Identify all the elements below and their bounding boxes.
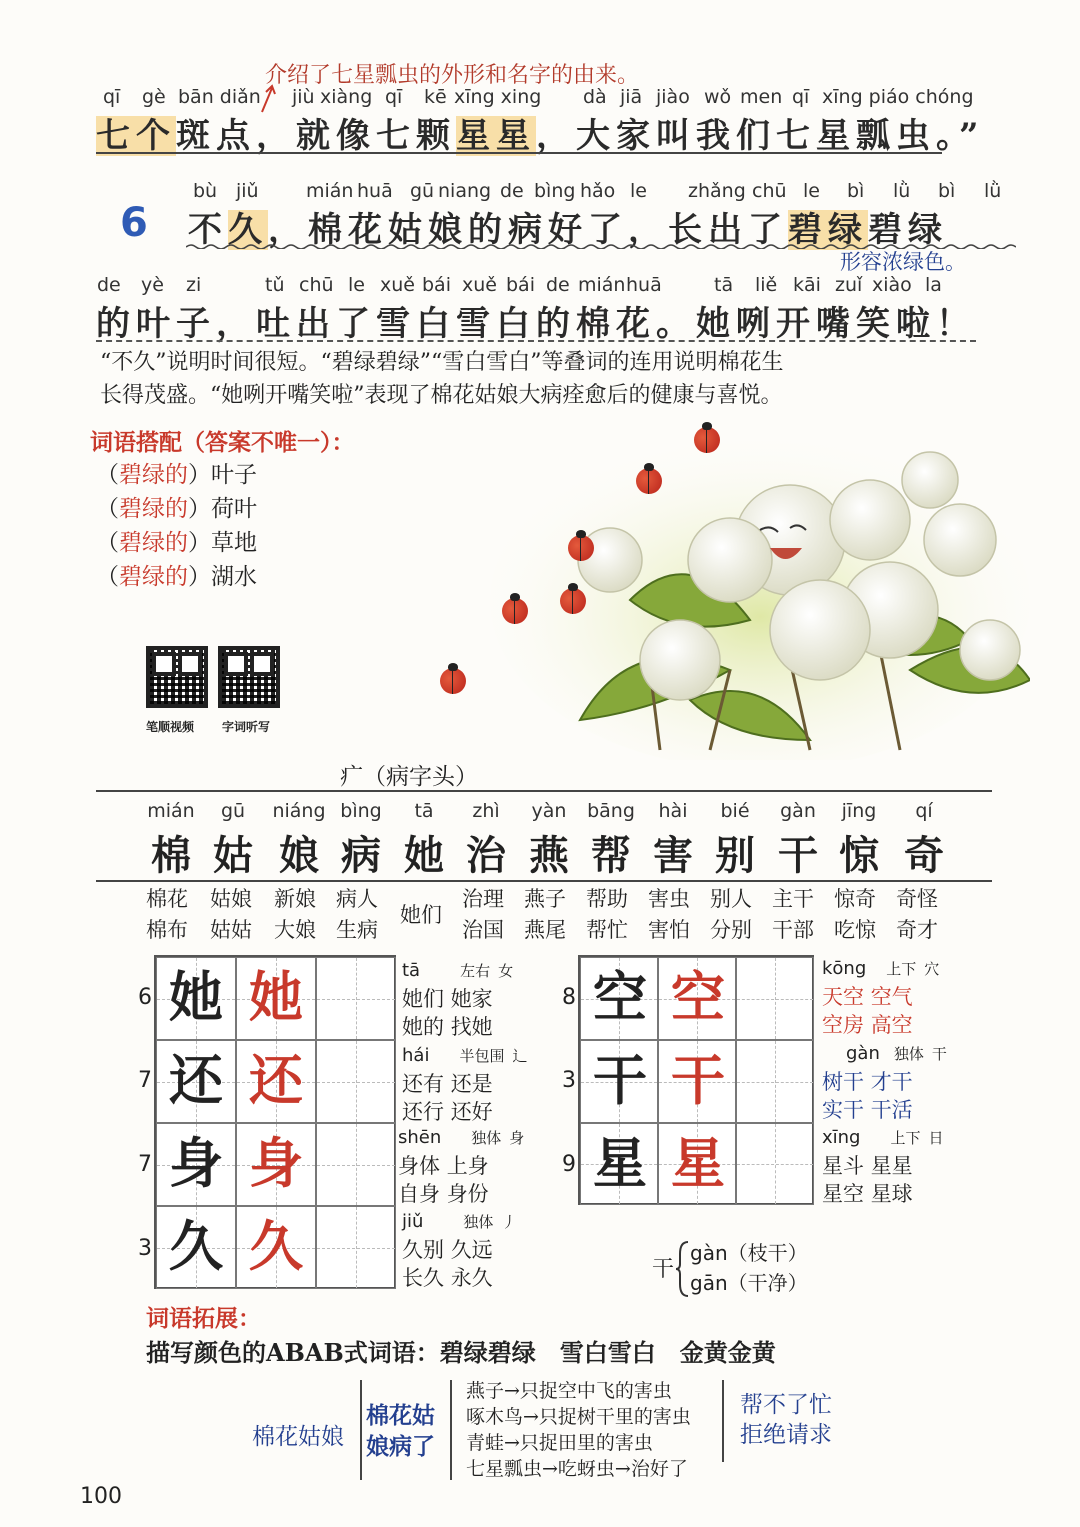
stroke-count: 7	[138, 1068, 152, 1093]
ladybug-icon	[636, 468, 662, 494]
word-match-item: （碧绿的）草地	[96, 530, 257, 556]
char-info: hái 半包围 辶 还有 还是 还行 还好	[402, 1045, 528, 1124]
line1-pinyin: qī gè bān diǎn jiù xiàng qī kē xīng xing dà jiā jiào wǒ men qī xīng piáo chóng	[103, 86, 974, 108]
grid-char-trace: 干	[671, 1048, 725, 1112]
char-item: jīng 惊	[839, 800, 879, 879]
summary-divider	[722, 1380, 724, 1462]
word-match-item: （碧绿的）湖水	[96, 564, 257, 590]
char-strip-top-line	[96, 790, 992, 792]
ladybug-icon	[502, 598, 528, 624]
char-item: niáng 娘	[272, 800, 326, 879]
word-match-list	[96, 458, 257, 594]
word-match-item: （碧绿的）叶子	[96, 462, 257, 488]
word-col: 燕子 燕尾	[524, 887, 566, 942]
word-col: 别人 分别	[710, 887, 752, 942]
grid-char: 她	[169, 965, 223, 1029]
char-item: mián 棉	[147, 800, 195, 879]
brace-icon	[676, 1240, 690, 1298]
char-info: shēn 独体 身 身体 上身 自身 身份	[398, 1127, 525, 1206]
grid-char: 空	[593, 965, 647, 1029]
ladybug-icon	[440, 668, 466, 694]
char-item: qí 奇	[904, 800, 944, 879]
stroke-count: 7	[138, 1152, 152, 1177]
word-columns	[0, 884, 1080, 948]
ladybug-icon	[694, 427, 720, 453]
word-col: 她们	[400, 903, 442, 927]
char-strip	[0, 800, 1080, 880]
expansion-title: 词语拓展：	[146, 1306, 261, 1332]
word-col: 治理 治国	[462, 887, 504, 942]
char-item: bìng 病	[340, 800, 382, 879]
grid-char: 身	[169, 1131, 223, 1195]
cotton-illustration	[430, 420, 1030, 760]
word-col: 帮助 帮忙	[586, 887, 628, 942]
char-item: gàn 干	[778, 800, 818, 879]
summary-result: 帮不了忙 拒绝请求	[740, 1392, 832, 1448]
grid-char: 久	[169, 1214, 223, 1278]
writing-grid-left	[154, 955, 396, 1289]
word-col: 主干 干部	[772, 887, 814, 942]
qr-label-dictation: 字词听写	[222, 720, 271, 734]
para6-pinyin1: bù jiǔ mián huā gū niang de bìng hǎo le zhǎng chū le bì lǜ bì lǜ	[193, 180, 1002, 202]
char-item: yàn 燕	[529, 800, 569, 879]
stroke-count: 3	[138, 1236, 152, 1261]
grid-char-trace: 空	[671, 965, 725, 1029]
char-info: kōng 上下 穴 天空 空气 空房 高空	[822, 958, 940, 1037]
ladybug-icon	[560, 588, 586, 614]
char-info: xīng 上下 日 星斗 星星 星空 星球	[822, 1127, 944, 1206]
word-match-item: （碧绿的）荷叶	[96, 496, 257, 522]
expansion-line: 描写颜色的ABAB式词语：碧绿碧绿 雪白雪白 金黄金黄	[146, 1338, 776, 1367]
para6-pinyin2: de yè zi tǔ chū le xuě bái xuě bái de mián huā tā liě kāi zuǐ xiào la	[97, 274, 942, 296]
word-col: 奇怪 奇才	[896, 887, 938, 942]
grid-char: 干	[593, 1048, 647, 1112]
grid-char-trace: 身	[249, 1131, 303, 1195]
word-col: 惊奇 吃惊	[834, 887, 876, 942]
grid-char-trace: 久	[249, 1214, 303, 1278]
qr-label-stroke-video: 笔顺视频	[146, 720, 195, 734]
summary-mid: 棉花姑娘病了	[366, 1402, 435, 1460]
stroke-count: 9	[562, 1152, 576, 1177]
summary-chain: 燕子→只捉空中飞的害虫 啄木鸟→只捉树干里的害虫 青蛙→只捉田里的害虫 七星瓢虫→吃蚜虫→治好了	[466, 1380, 691, 1480]
summary-title: 棉花姑娘	[252, 1424, 344, 1450]
line1-text: 七个斑点，就像七颗星星，大家叫我们七星瓢虫。”	[96, 116, 985, 156]
stroke-count: 8	[562, 985, 576, 1010]
summary-divider	[450, 1380, 452, 1480]
char-item: tā 她	[404, 800, 444, 879]
qr-code-stroke-video[interactable]	[146, 646, 208, 708]
grid-char: 还	[169, 1048, 223, 1112]
grid-char: 星	[593, 1131, 647, 1195]
explanation-line2: 长得茂盛。“她咧开嘴笑啦”表现了棉花姑娘大病痊愈后的健康与喜悦。	[100, 383, 783, 408]
char-item: hài 害	[653, 800, 693, 879]
explanation-line1: “不久”说明时间很短。“碧绿碧绿”“雪白雪白”等叠词的连用说明棉花生	[100, 350, 784, 375]
word-col: 棉花 棉布	[146, 887, 188, 942]
para6-line2-underline	[96, 340, 976, 342]
word-match-title: 词语搭配（答案不唯一）：	[90, 430, 355, 456]
line1-underline	[96, 152, 942, 154]
summary-divider	[360, 1380, 362, 1480]
stroke-count: 6	[138, 985, 152, 1010]
qr-code-dictation[interactable]	[218, 646, 280, 708]
char-info: gàn 独体 干 树干 才干 实干 干活	[822, 1043, 947, 1122]
char-item: bāng 帮	[587, 800, 635, 879]
word-col: 害虫 害怕	[648, 887, 690, 942]
ladybug-icon	[568, 535, 594, 561]
writing-grid-right	[578, 955, 814, 1205]
page-number: 100	[80, 1484, 122, 1509]
top-annotation: 介绍了七星瓢虫的外形和名字的由来。	[265, 63, 640, 88]
char-item: gū 姑	[213, 800, 253, 879]
stroke-count: 3	[562, 1068, 576, 1093]
side-note: 形容浓绿色。	[840, 250, 966, 274]
para6-line1: 不久，棉花姑娘的病好了，长出了碧绿碧绿	[188, 210, 948, 250]
grid-char-trace: 还	[249, 1048, 303, 1112]
polyphone-char: 干	[652, 1257, 675, 1282]
word-col: 姑娘 姑姑	[210, 887, 252, 942]
radical-note: 疒（病字头）	[340, 764, 478, 790]
word-col: 病人 生病	[336, 887, 378, 942]
char-info: tā 左右 女 她们 她家 她的 找她	[402, 960, 514, 1039]
word-col: 新娘 大娘	[274, 887, 316, 942]
grid-char-trace: 星	[671, 1131, 725, 1195]
para6-line2: 的叶子，吐出了雪白雪白的棉花。她咧开嘴笑啦！	[96, 304, 976, 344]
paragraph-number: 6	[120, 200, 148, 246]
polyphone-readings: gàn（枝干） gān（干净）	[690, 1241, 808, 1295]
char-item: bié 别	[715, 800, 755, 879]
grid-char-trace: 她	[249, 965, 303, 1029]
char-info: jiǔ 独体 丿 久别 久远 长久 永久	[402, 1211, 517, 1290]
char-item: zhì 治	[466, 800, 506, 879]
